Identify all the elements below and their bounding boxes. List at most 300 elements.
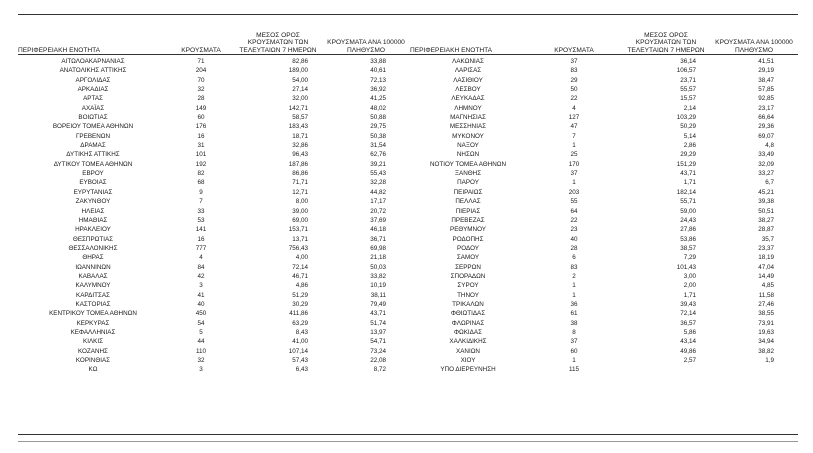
cell-per-100k: 11,58 (758, 291, 774, 299)
cell-avg-7-days: 29,29 (680, 151, 696, 159)
cell-per-100k: 20,72 (370, 207, 386, 215)
table-row (410, 150, 798, 159)
cell-per-100k: 33,82 (370, 272, 386, 280)
cell-avg-7-days: 51,29 (292, 291, 308, 299)
cell-cases: 8 (572, 328, 576, 336)
table-row (18, 309, 410, 318)
cell-cases: 60 (570, 347, 578, 355)
table-row (18, 104, 410, 113)
cell-per-100k: 92,85 (758, 95, 774, 103)
cell-avg-7-days: 153,71 (288, 226, 308, 234)
cell-cases: 1 (572, 142, 576, 150)
table-row (410, 113, 798, 122)
header-cases: ΚΡΟΥΣΜΑΤΑ (181, 46, 221, 54)
table-row (18, 272, 410, 281)
cell-cases: 149 (195, 104, 207, 112)
cell-region: ΣΕΡΡΩΝ (455, 263, 481, 271)
cell-per-100k: 8,72 (373, 366, 386, 374)
cell-per-100k: 55,43 (370, 170, 386, 178)
cell-cases: 141 (195, 226, 207, 234)
cell-region: ΗΛΕΙΑΣ (81, 207, 105, 215)
cell-avg-7-days: 96,43 (292, 151, 308, 159)
cell-per-100k: 45,21 (758, 188, 774, 196)
cell-region: ΛΑΚΩΝΙΑΣ (452, 58, 484, 65)
table-row (18, 122, 410, 131)
cell-per-100k: 38,55 (758, 310, 774, 318)
cell-cases: 38 (570, 319, 578, 327)
cell-avg-7-days: 30,29 (292, 300, 308, 308)
cell-region: ΚΑΣΤΟΡΙΑΣ (75, 300, 111, 308)
cell-per-100k: 66,64 (758, 114, 774, 122)
table-row (410, 104, 798, 113)
table-row (18, 365, 410, 374)
cell-cases: 33 (197, 207, 205, 215)
table-row (410, 253, 798, 262)
cell-per-100k: 50,03 (370, 263, 386, 271)
cell-per-100k: 36,92 (370, 86, 386, 94)
cell-region: ΠΙΕΡΙΑΣ (455, 207, 481, 215)
cell-per-100k: 23,17 (758, 104, 774, 112)
table-row (410, 356, 798, 365)
table-row (18, 281, 410, 290)
table-row (410, 328, 798, 337)
table-row (410, 272, 798, 281)
table-row (18, 253, 410, 262)
cell-avg-7-days: 756,43 (288, 244, 308, 252)
cell-per-100k: 17,17 (370, 198, 386, 206)
cell-per-100k: 40,61 (370, 67, 386, 75)
cell-avg-7-days: 23,71 (680, 76, 696, 84)
cell-per-100k: 4,85 (761, 282, 774, 290)
cell-region: ΝΗΣΩΝ (456, 151, 480, 159)
cell-avg-7-days: 183,43 (288, 123, 308, 131)
bottom-rule-secondary (18, 441, 798, 442)
table-row (18, 337, 410, 346)
cell-per-100k: 23,37 (758, 244, 774, 252)
cell-region: ΚΕΝΤΡΙΚΟΥ ΤΟΜΕΑ ΑΘΗΝΩΝ (49, 310, 137, 318)
cell-per-100k: 1,9 (765, 357, 774, 364)
cell-cases: 1 (572, 291, 576, 299)
cell-per-100k: 31,54 (370, 142, 386, 150)
cell-per-100k: 73,91 (758, 319, 774, 327)
cell-avg-7-days: 39,00 (292, 207, 308, 215)
cell-region: ΚΙΛΚΙΣ (83, 338, 103, 346)
cell-region: ΥΠΟ ΔΙΕΡΕΥΝΗΣΗ (440, 366, 496, 374)
cell-cases: 32 (197, 86, 205, 94)
table-row (18, 235, 410, 244)
cell-cases: 28 (197, 95, 205, 103)
cell-avg-7-days: 43,14 (680, 338, 696, 346)
cell-per-100k: 44,82 (370, 188, 386, 196)
cell-cases: 22 (570, 95, 578, 103)
cell-region: ΡΟΔΟΥ (457, 244, 479, 252)
header-avg: ΜΕΣΟΣ ΟΡΟΣ ΚΡΟΥΣΜΑΤΩΝ ΤΩΝ ΤΕΛΕΥΤΑΙΩΝ 7 ΗΜΕΡΩΝ (627, 31, 705, 54)
table-row (410, 235, 798, 244)
cell-avg-7-days: 4,86 (295, 282, 308, 290)
cell-cases: 203 (568, 188, 580, 196)
table-row (410, 66, 798, 75)
cell-cases: 60 (197, 114, 205, 122)
cell-cases: 115 (568, 366, 580, 374)
cell-region: ΑΝΑΤΟΛΙΚΗΣ ΑΤΤΙΚΗΣ (59, 67, 127, 75)
cell-region: ΘΕΣΠΡΩΤΙΑΣ (72, 235, 114, 243)
cell-cases: 44 (197, 338, 205, 346)
cell-region: ΓΡΕΒΕΝΩΝ (75, 132, 111, 140)
cell-cases: 7 (199, 198, 203, 206)
table-row (410, 263, 798, 272)
cell-cases: 192 (195, 160, 207, 168)
cell-region: ΛΗΜΝΟΥ (454, 104, 482, 112)
table-row (410, 169, 798, 178)
cell-avg-7-days: 2,00 (683, 282, 696, 290)
cell-region: ΕΒΡΟΥ (82, 170, 104, 178)
cell-cases: 9 (199, 188, 203, 196)
cell-avg-7-days: 69,00 (292, 216, 308, 224)
cell-avg-7-days: 2,14 (683, 104, 696, 112)
cell-avg-7-days: 54,00 (292, 76, 308, 84)
cell-avg-7-days: 72,14 (292, 263, 308, 271)
cell-avg-7-days: 7,29 (683, 254, 696, 262)
cell-region: ΣΠΟΡΑΔΩΝ (450, 272, 486, 280)
cell-cases: 110 (195, 347, 207, 355)
table-row (18, 216, 410, 225)
cell-cases: 68 (197, 179, 205, 187)
table-row (410, 309, 798, 318)
cell-avg-7-days: 32,86 (292, 142, 308, 150)
cell-region: ΔΥΤΙΚΗΣ ΑΤΤΙΚΗΣ (66, 151, 120, 159)
header-cases: ΚΡΟΥΣΜΑΤΑ (554, 46, 594, 54)
cell-avg-7-days: 58,57 (292, 114, 308, 122)
cell-per-100k: 13,97 (370, 328, 386, 336)
cell-region: ΚΕΦΑΛΛΗΝΙΑΣ (70, 328, 116, 336)
cell-region: ΛΕΣΒΟΥ (455, 86, 481, 94)
cell-avg-7-days: 59,00 (680, 207, 696, 215)
cell-region: ΡΟΔΟΠΗΣ (452, 235, 484, 243)
cell-avg-7-days: 142,71 (288, 104, 308, 112)
cell-per-100k: 50,51 (758, 207, 774, 215)
header-region: ΠΕΡΙΦΕΡΕΙΑΚΗ ΕΝΟΤΗΤΑ (410, 46, 493, 54)
table-row (410, 160, 798, 169)
cell-cases: 25 (570, 151, 578, 159)
cell-per-100k: 38,27 (758, 216, 774, 224)
cell-avg-7-days: 72,14 (680, 310, 696, 318)
table-row (18, 94, 410, 103)
cell-avg-7-days: 12,71 (292, 188, 308, 196)
cell-region: ΕΥΒΟΙΑΣ (79, 179, 107, 187)
cell-region: ΦΘΙΩΤΙΔΑΣ (450, 310, 486, 318)
cell-cases: 55 (570, 198, 578, 206)
cell-avg-7-days: 86,86 (292, 170, 308, 178)
cell-avg-7-days: 5,14 (683, 132, 696, 140)
cell-region: ΦΛΩΡΙΝΑΣ (451, 319, 485, 327)
cell-region: ΘΕΣΣΑΛΟΝΙΚΗΣ (68, 244, 118, 252)
table-row (18, 356, 410, 365)
table-row (410, 216, 798, 225)
cell-region: ΣΥΡΟΥ (457, 282, 479, 290)
cell-cases: 22 (570, 216, 578, 224)
cell-avg-7-days: 101,43 (676, 263, 696, 271)
table-row (410, 76, 798, 85)
header-region: ΠΕΡΙΦΕΡΕΙΑΚΗ ΕΝΟΤΗΤΑ (18, 46, 101, 54)
cell-avg-7-days: 82,86 (292, 58, 308, 65)
cell-per-100k: 41,25 (370, 95, 386, 103)
cell-per-100k: 36,71 (370, 235, 386, 243)
cell-cases: 50 (570, 86, 578, 94)
cell-cases: 3 (199, 366, 203, 374)
cell-region: ΜΥΚΟΝΟΥ (452, 132, 484, 140)
cell-per-100k: 27,46 (758, 300, 774, 308)
cell-region: ΚΟΖΑΝΗΣ (78, 347, 108, 355)
cell-avg-7-days: 103,29 (676, 114, 696, 122)
table-row (410, 94, 798, 103)
cell-per-100k: 21,18 (370, 254, 386, 262)
cell-cases: 6 (572, 254, 576, 262)
table-row (410, 132, 798, 141)
cell-avg-7-days: 3,00 (683, 272, 696, 280)
cell-cases: 23 (570, 226, 578, 234)
table-row (410, 178, 798, 187)
cell-avg-7-days: 107,14 (288, 347, 308, 355)
cell-cases: 84 (197, 263, 205, 271)
cell-cases: 4 (199, 254, 203, 262)
cell-cases: 61 (570, 310, 578, 318)
table-row (18, 197, 410, 206)
cell-region: ΚΟΡΙΝΘΙΑΣ (75, 357, 111, 364)
table-row (410, 291, 798, 300)
table-row (410, 207, 798, 216)
table-row (18, 160, 410, 169)
table-row (410, 281, 798, 290)
cell-cases: 1 (572, 357, 576, 364)
cell-cases: 5 (199, 328, 203, 336)
cell-region: ΜΑΓΝΗΣΙΑΣ (450, 114, 486, 122)
left-table-body (18, 57, 410, 375)
table-row (18, 76, 410, 85)
cell-region: ΠΡΕΒΕΖΑΣ (451, 216, 485, 224)
table-row (18, 169, 410, 178)
table-row (410, 365, 798, 374)
cell-avg-7-days: 41,00 (292, 338, 308, 346)
cell-avg-7-days: 55,71 (680, 198, 696, 206)
right-header-row (410, 22, 798, 55)
table-row (410, 300, 798, 309)
cell-avg-7-days: 4,00 (295, 254, 308, 262)
cell-avg-7-days: 8,43 (295, 328, 308, 336)
cell-region: ΒΟΙΩΤΙΑΣ (78, 114, 108, 122)
cell-per-100k: 18,19 (758, 254, 774, 262)
cell-cases: 53 (197, 216, 205, 224)
cell-per-100k: 38,47 (758, 76, 774, 84)
cell-avg-7-days: 49,86 (680, 347, 696, 355)
table-row (410, 197, 798, 206)
cell-per-100k: 37,69 (370, 216, 386, 224)
cell-avg-7-days: 5,86 (683, 328, 696, 336)
cell-avg-7-days: 38,57 (680, 244, 696, 252)
cell-region: ΚΑΛΥΜΝΟΥ (75, 282, 111, 290)
cell-cases: 37 (570, 170, 578, 178)
cell-cases: 54 (197, 319, 205, 327)
cell-per-100k: 35,7 (761, 235, 774, 243)
cell-cases: 29 (570, 76, 578, 84)
table-row (410, 85, 798, 94)
cell-region: ΑΧΑΪΑΣ (81, 104, 105, 112)
cell-per-100k: 51,74 (370, 319, 386, 327)
cell-avg-7-days: 15,57 (680, 95, 696, 103)
table-row (18, 300, 410, 309)
cell-avg-7-days: 187,86 (288, 160, 308, 168)
table-row (410, 225, 798, 234)
cell-region: ΧΑΝΙΩΝ (456, 347, 480, 355)
cell-cases: 32 (197, 357, 205, 364)
cell-region: ΧΑΛΚΙΔΙΚΗΣ (449, 338, 487, 346)
cell-region: ΧΙΟΥ (460, 357, 476, 364)
cell-cases: 70 (197, 76, 205, 84)
cell-avg-7-days: 43,71 (680, 170, 696, 178)
cell-per-100k: 10,19 (370, 282, 386, 290)
bottom-rule (18, 434, 798, 435)
cell-region: ΑΡΓΟΛΙΔΑΣ (75, 76, 111, 84)
cell-cases: 82 (197, 170, 205, 178)
cell-per-100k: 39,21 (370, 160, 386, 168)
cell-avg-7-days: 24,43 (680, 216, 696, 224)
header-per-100k: ΚΡΟΥΣΜΑΤΑ ΑΝΑ 100000 ΠΛΗΘΥΣΜΟ (715, 39, 793, 54)
cell-per-100k: 50,38 (370, 132, 386, 140)
cell-avg-7-days: 53,86 (680, 235, 696, 243)
table-row (18, 291, 410, 300)
cell-cases: 36 (570, 300, 578, 308)
cell-per-100k: 50,88 (370, 114, 386, 122)
cell-per-100k: 33,88 (370, 58, 386, 65)
cell-cases: 7 (572, 132, 576, 140)
cell-per-100k: 73,24 (370, 347, 386, 355)
cell-per-100k: 29,75 (370, 123, 386, 131)
table-row (18, 328, 410, 337)
cell-per-100k: 69,98 (370, 244, 386, 252)
cell-per-100k: 46,18 (370, 226, 386, 234)
cell-region: ΣΑΜΟΥ (456, 254, 480, 262)
cell-region: ΠΑΡΟΥ (457, 179, 479, 187)
cell-cases: 101 (195, 151, 207, 159)
table-row (410, 188, 798, 197)
cell-per-100k: 34,94 (758, 338, 774, 346)
cell-region: ΛΑΡΙΣΑΣ (454, 67, 482, 75)
cell-per-100k: 19,63 (758, 328, 774, 336)
cell-per-100k: 62,76 (370, 151, 386, 159)
cell-per-100k (710, 365, 798, 374)
cell-region: ΚΑΒΑΛΑΣ (78, 272, 108, 280)
table-row (410, 319, 798, 328)
table-row (18, 150, 410, 159)
cell-cases: 1 (572, 179, 576, 187)
cell-region: ΔΥΤΙΚΟΥ ΤΟΜΕΑ ΑΘΗΝΩΝ (53, 160, 133, 168)
table-row (18, 347, 410, 356)
cell-per-100k: 38,82 (758, 347, 774, 355)
cell-per-100k: 72,13 (370, 76, 386, 84)
table-row (410, 141, 798, 150)
cell-per-100k: 22,08 (370, 357, 386, 364)
cell-cases: 42 (197, 272, 205, 280)
cell-region: ΑΙΤΩΛΟΑΚΑΡΝΑΝΙΑΣ (61, 58, 125, 65)
cell-region: ΗΜΑΘΙΑΣ (78, 216, 108, 224)
cell-region: ΚΩ (88, 366, 98, 374)
cell-cases: 47 (570, 123, 578, 131)
cell-cases: 16 (197, 235, 205, 243)
cell-per-100k: 33,49 (758, 151, 774, 159)
cell-avg-7-days: 63,29 (292, 319, 308, 327)
cell-avg-7-days: 36,14 (680, 58, 696, 65)
cell-per-100k: 29,36 (758, 123, 774, 131)
cell-per-100k: 38,11 (370, 291, 386, 299)
cell-region: ΛΑΣΙΘΙΟΥ (453, 76, 483, 84)
table-row (410, 337, 798, 346)
table-row (18, 319, 410, 328)
table-row (18, 207, 410, 216)
cell-region: ΚΑΡΔΙΤΣΑΣ (76, 291, 110, 299)
right-table (410, 22, 798, 375)
cell-avg-7-days: 411,86 (289, 310, 308, 318)
cell-per-100k: 32,28 (370, 179, 386, 187)
cell-avg-7-days: 50,29 (680, 123, 696, 131)
table-row (410, 122, 798, 131)
cell-avg-7-days: 151,29 (676, 160, 696, 168)
cell-avg-7-days: 2,57 (683, 357, 696, 364)
cell-cases: 83 (570, 263, 578, 271)
cell-cases: 3 (199, 282, 203, 290)
cell-per-100k: 41,51 (758, 58, 774, 65)
cell-avg-7-days: 39,43 (680, 300, 696, 308)
cell-region: ΠΕΙΡΑΙΩΣ (453, 188, 483, 196)
cell-region: ΠΕΛΛΑΣ (455, 198, 481, 206)
cell-avg-7-days: 71,71 (292, 179, 308, 187)
cell-avg-7-days: 106,57 (676, 67, 696, 75)
table-row (18, 132, 410, 141)
cell-cases: 40 (197, 300, 205, 308)
cell-avg-7-days: 55,57 (680, 86, 696, 94)
cell-cases: 176 (195, 123, 207, 131)
cell-avg-7-days: 8,00 (295, 198, 308, 206)
cell-region: ΜΕΣΣΗΝΙΑΣ (449, 123, 487, 131)
cell-cases: 28 (570, 244, 578, 252)
cell-region: ΔΡΑΜΑΣ (80, 142, 106, 150)
table-row (410, 244, 798, 253)
cell-per-100k: 47,04 (758, 263, 774, 271)
cell-avg-7-days: 13,71 (292, 235, 308, 243)
cell-per-100k: 79,49 (370, 300, 386, 308)
cell-avg-7-days: 27,14 (292, 86, 308, 94)
cell-cases: 83 (570, 67, 578, 75)
table-row (410, 347, 798, 356)
cell-cases: 64 (570, 207, 578, 215)
cell-region: ΑΡΚΑΔΙΑΣ (77, 86, 109, 94)
cell-avg-7-days: 27,86 (680, 226, 696, 234)
cell-per-100k: 6,7 (765, 179, 774, 187)
cell-per-100k: 29,19 (758, 67, 774, 75)
top-rule (18, 14, 798, 15)
cell-cases: 16 (197, 132, 205, 140)
cell-region: ΛΕΥΚΑΔΑΣ (451, 95, 485, 103)
left-table (18, 22, 410, 375)
table-row (18, 113, 410, 122)
cell-avg-7-days (622, 365, 710, 374)
cell-region: ΚΕΡΚΥΡΑΣ (76, 319, 110, 327)
cell-cases: 777 (195, 244, 207, 252)
cell-region: ΤΗΝΟΥ (457, 291, 479, 299)
cell-avg-7-days: 32,00 (292, 95, 308, 103)
cell-avg-7-days: 1,71 (683, 291, 696, 299)
cell-region: ΡΕΘΥΜΝΟΥ (450, 226, 486, 234)
cell-region: ΖΑΚΥΝΘΟΥ (75, 198, 111, 206)
cell-cases: 204 (195, 67, 207, 75)
